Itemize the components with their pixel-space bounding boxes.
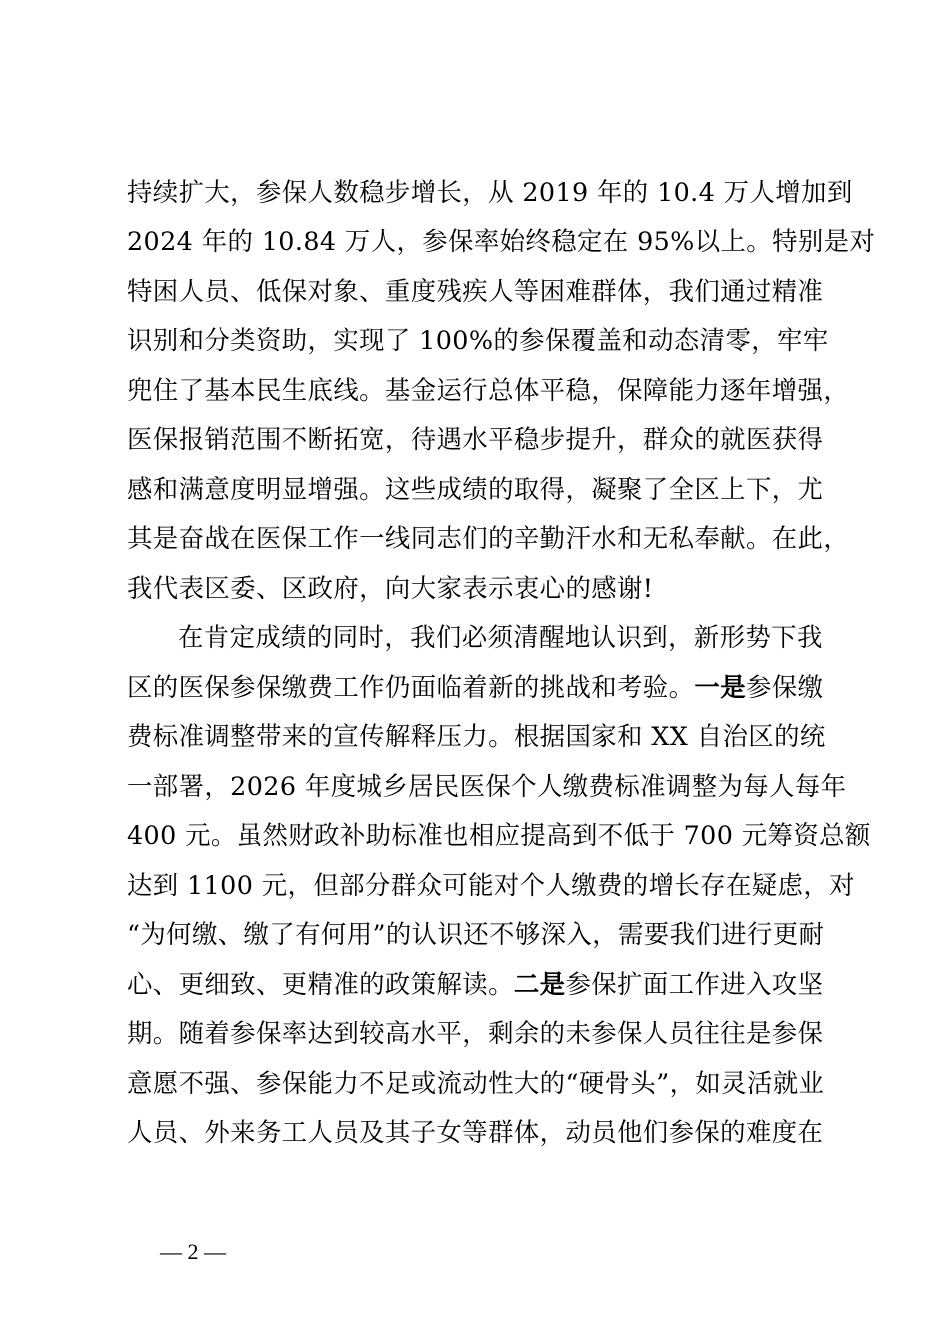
text-line-13 — [127, 769, 846, 803]
text-line-6 — [127, 422, 823, 456]
text-line-2 — [127, 224, 875, 258]
text-span: 在肯定成绩的同时，我们必须清醒地认识到，新形势下我 — [178, 622, 823, 652]
text-span: 特困人员、低保对象、重度残疾人等困难群体，我们通过精准 — [127, 276, 824, 306]
text-line-14 — [127, 818, 871, 852]
text-span: 参保扩面工作进入攻坚 — [565, 969, 824, 999]
text-span: 识别和分类资助，实现了 100%的参保覆盖和动态清零，牢牢 — [127, 325, 829, 355]
text-line-10 — [178, 620, 823, 654]
text-line-1 — [127, 175, 853, 209]
text-line-5 — [127, 373, 849, 407]
text-line-8 — [127, 521, 849, 555]
text-span: 区的医保参保缴费工作仍面临着新的挑战和考验。 — [127, 672, 695, 702]
bold-marker: 二是 — [513, 969, 566, 999]
text-span: 400 元。虽然财政补助标准也相应提高到不低于 700 元筹资总额 — [127, 820, 871, 850]
text-span: 心、更细致、更精准的政策解读。 — [127, 969, 514, 999]
text-span: “为何缴、缴了有何用”的认识还不够深入，需要我们进行更耐 — [127, 919, 825, 949]
text-line-17 — [127, 967, 823, 1001]
text-span: 费标准调整带来的宣传解释压力。根据国家和 XX 自治区的统 — [127, 721, 826, 751]
text-line-11 — [127, 670, 823, 704]
text-line-4 — [127, 323, 829, 357]
text-span: 医保报销范围不断拓宽，待遇水平稳步提升，群众的就医获得 — [127, 424, 824, 454]
text-line-12 — [127, 719, 826, 753]
text-span: 参保缴 — [746, 672, 824, 702]
text-span: 人员、外来务工人员及其子女等群体，动员他们参保的难度在 — [127, 1117, 824, 1147]
text-line-15 — [127, 868, 855, 902]
text-line-3 — [127, 274, 823, 308]
text-span: 其是奋战在医保工作一线同志们的辛勤汗水和无私奉献。在此， — [127, 523, 850, 553]
text-span: 感和满意度明显增强。这些成绩的取得，凝聚了全区上下，尤 — [127, 474, 824, 504]
text-span: 达到 1100 元，但部分群众可能对个人缴费的增长存在疑虑，对 — [127, 870, 855, 900]
bold-marker: 一是 — [694, 672, 746, 702]
text-span: 我代表区委、区政府，向大家表示衷心的感谢! — [127, 573, 654, 603]
text-span: 期。随着参保率达到较高水平，剩余的未参保人员往往是参保 — [127, 1018, 824, 1048]
text-line-16 — [127, 917, 824, 951]
text-line-7 — [127, 472, 823, 506]
text-line-18 — [127, 1016, 823, 1050]
text-span: 一部署，2026 年度城乡居民医保个人缴费标准调整为每人每年 — [127, 771, 847, 801]
text-span: 意愿不强、参保能力不足或流动性大的“硬骨头”，如灵活就业 — [127, 1068, 825, 1098]
text-line-19 — [127, 1066, 824, 1100]
text-line-9 — [127, 571, 653, 605]
text-span: 持续扩大，参保人数稳步增长，从 2019 年的 10.4 万人增加到 — [127, 177, 853, 207]
text-line-20 — [127, 1115, 823, 1149]
text-span: 2024 年的 10.84 万人，参保率始终稳定在 95%以上。特别是对 — [127, 226, 876, 256]
text-span: 兜住了基本民生底线。基金运行总体平稳，保障能力逐年增强， — [127, 375, 850, 405]
page-number: — 2 — — [160, 1239, 226, 1264]
